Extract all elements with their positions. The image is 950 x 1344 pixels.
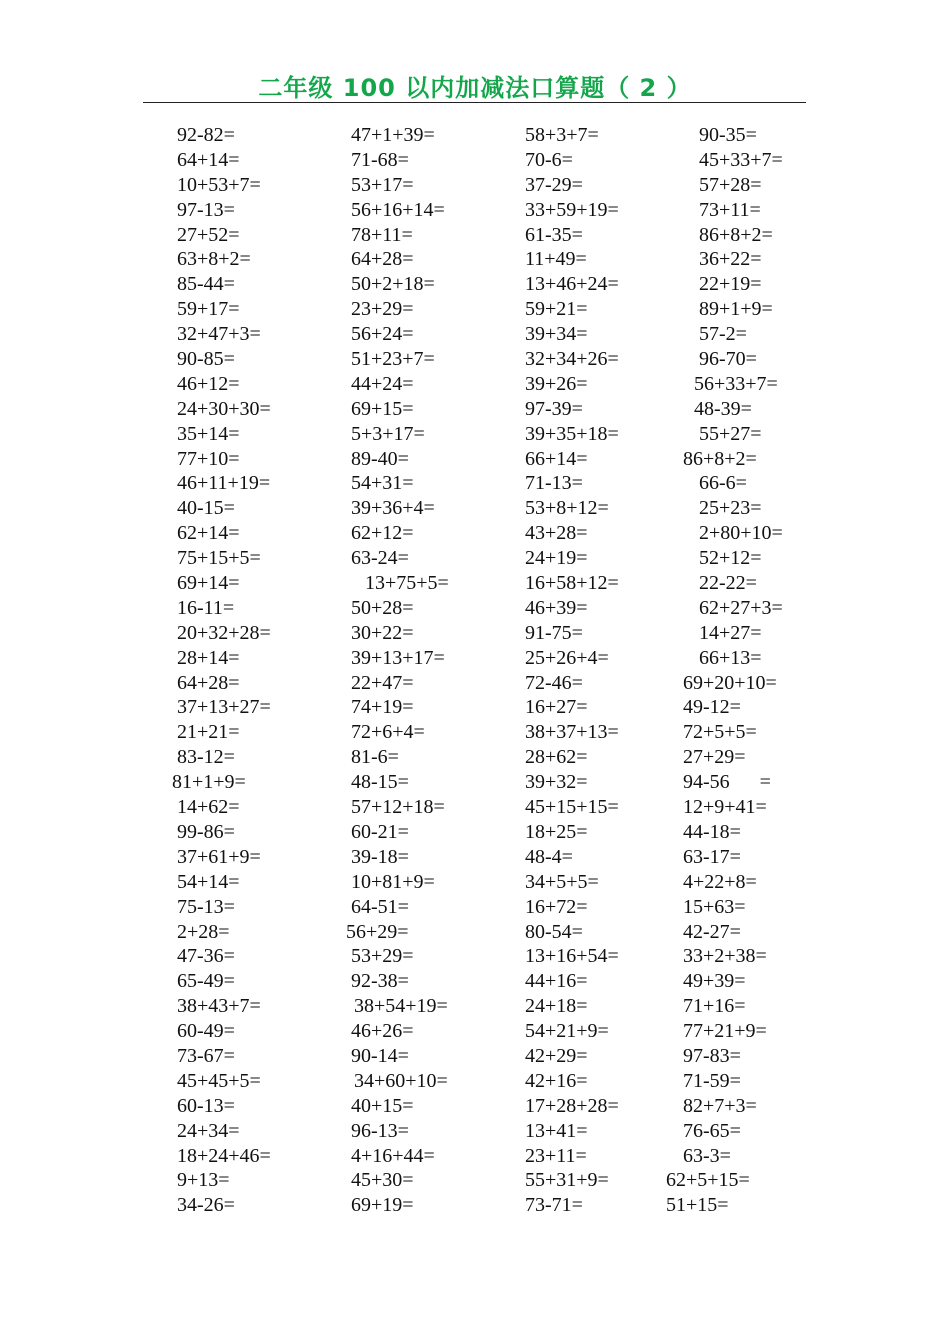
problem-item: 89+1+9= [699,298,773,321]
problem-item: 64+28= [177,671,240,694]
problem-item: 46+26= [351,1020,414,1043]
problem-item: 97-83= [683,1044,741,1067]
problem-item: 66+13= [699,646,762,669]
problem-item: 43+28= [525,522,588,545]
problem-item: 76-65= [683,1119,741,1142]
problem-item: 48-15= [351,771,409,794]
problem-item: 46+39= [525,596,588,619]
problem-item: 13+16+54= [525,945,619,968]
problem-item: 71+16= [683,995,746,1018]
problem-item: 18+25= [525,820,588,843]
problem-item: 59+21= [525,298,588,321]
problem-item: 64+28= [351,248,414,271]
problem-item: 89-40= [351,447,409,470]
problem-item: 90-85= [177,348,235,371]
problem-item: 40-15= [177,497,235,520]
problem-item: 39+26= [525,372,588,395]
problem-item: 50+2+18= [351,273,435,296]
problem-item: 56+16+14= [351,198,445,221]
problem-item: 14+62= [177,796,240,819]
problem-item: 48-39= [694,397,752,420]
problem-item: 14+27= [699,621,762,644]
problem-item: 77+21+9= [683,1020,767,1043]
problem-item: 63+8+2= [177,248,251,271]
problem-item: 16+58+12= [525,572,619,595]
problem-item: 64+14= [177,148,240,171]
problem-item: 60-21= [351,820,409,843]
problem-item: 27+29= [683,746,746,769]
problem-item: 22+47= [351,671,414,694]
problem-item: 13+46+24= [525,273,619,296]
problem-item: 21+21= [177,721,240,744]
problem-item: 69+14= [177,572,240,595]
problem-item: 62+5+15= [666,1169,750,1192]
problem-item: 17+28+28= [525,1094,619,1117]
problem-item: 90-14= [351,1044,409,1067]
problem-item: 59+17= [177,298,240,321]
problem-item: 97-13= [177,198,235,221]
problem-item: 66+14= [525,447,588,470]
problem-item: 50+28= [351,596,414,619]
problem-item: 46+11+19= [177,472,271,495]
problem-item: 60-49= [177,1020,235,1043]
problem-item: 28+14= [177,646,240,669]
problem-item: 11+49= [525,248,587,271]
problem-column-3 [525,123,619,1218]
problem-item: 39+36+4= [351,497,435,520]
problem-item: 73+11= [699,198,761,221]
problem-item: 16+27= [525,696,588,719]
problem-item: 63-17= [683,845,741,868]
problem-item: 23+29= [351,298,414,321]
problem-item: 2+80+10= [699,522,783,545]
problem-item: 47+1+39= [351,124,435,146]
problem-item: 73-67= [177,1044,235,1067]
problem-item: 49-12= [683,696,741,719]
problem-item: 72+5+5= [683,721,757,744]
problem-item: 38+37+13= [525,721,619,744]
problem-item: 53+17= [351,173,414,196]
problem-item: 92-82= [177,124,235,146]
problem-item: 56+33+7= [694,372,778,395]
problem-item: 28+62= [525,746,588,769]
problem-item: 10+53+7= [177,173,261,196]
problem-item: 34+60+10= [354,1069,448,1092]
problem-item: 33+59+19= [525,198,619,221]
problem-item: 32+47+3= [177,323,261,346]
problem-item: 80-54= [525,920,583,943]
problem-item: 54+21+9= [525,1020,609,1043]
problem-item: 62+27+3= [699,596,783,619]
problem-item: 69+20+10= [683,671,777,694]
problem-item: 42+16= [525,1069,588,1092]
problem-item: 42-27= [683,920,741,943]
problem-item: 34+5+5= [525,870,599,893]
problem-item: 13+75+5= [365,572,449,595]
problem-item: 39+35+18= [525,422,619,445]
problem-item: 24+18= [525,995,588,1018]
problem-item: 57+12+18= [351,796,445,819]
problem-item: 4+22+8= [683,870,757,893]
problem-item: 71-59= [683,1069,741,1092]
problem-item: 56+24= [351,323,414,346]
problem-item: 40+15= [351,1094,414,1117]
problem-column-1 [172,123,271,1218]
problem-item: 54+31= [351,472,414,495]
problem-item: 77+10= [177,447,240,470]
problem-item: 49+39= [683,970,746,993]
problem-item: 38+54+19= [354,995,448,1018]
problem-item: 54+14= [177,870,240,893]
problem-item: 48-4= [525,845,573,868]
problem-item: 85-44= [177,273,235,296]
problem-item: 2+28= [177,920,230,943]
problem-item: 39+32= [525,771,588,794]
problem-item: 62+12= [351,522,414,545]
problem-item: 42+29= [525,1044,588,1067]
problem-item: 63-24= [351,547,409,570]
problem-item: 33+2+38= [683,945,767,968]
problem-item: 66-6= [699,472,747,495]
problem-item: 35+14= [177,422,240,445]
problem-item: 91-75= [525,621,583,644]
problem-item: 10+81+9= [351,870,435,893]
problem-item: 32+34+26= [525,348,619,371]
problem-item: 34-26= [177,1194,235,1217]
problem-item: 97-39= [525,397,583,420]
problem-item: 75-13= [177,895,235,918]
problem-item: 45+45+5= [177,1069,261,1092]
problem-item: 47-36= [177,945,235,968]
problem-item: 62+14= [177,522,240,545]
problem-item: 16+72= [525,895,588,918]
problem-item: 22-22= [699,572,757,595]
problem-item: 69+19= [351,1194,414,1217]
problem-item: 27+52= [177,223,240,246]
problem-item: 4+16+44= [351,1144,435,1167]
problem-item: 37+61+9= [177,845,261,868]
problem-item: 45+30= [351,1169,414,1192]
problem-item: 74+19= [351,696,414,719]
problem-item: 16-11= [177,596,235,619]
problem-item: 71-13= [525,472,583,495]
problem-item: 37+13+27= [177,696,271,719]
problem-item: 57-2= [699,323,747,346]
problem-item: 92-38= [351,970,409,993]
problem-item: 22+19= [699,273,762,296]
problem-item: 72-46= [525,671,583,694]
problem-item: 61-35= [525,223,583,246]
problem-item: 39+34= [525,323,588,346]
problem-item: 44-18= [683,820,741,843]
problem-item: 96-70= [699,348,757,371]
problem-item: 78+11= [351,223,413,246]
problem-column-2 [346,123,449,1218]
problem-item: 44+16= [525,970,588,993]
problem-item: 36+22= [699,248,762,271]
problem-item: 75+15+5= [177,547,261,570]
problem-item: 9+13= [177,1169,230,1192]
problem-item: 30+22= [351,621,414,644]
problem-item: 12+9+41= [683,796,767,819]
problem-item: 70-6= [525,148,573,171]
problem-item: 52+12= [699,547,762,570]
problem-item: 39-18= [351,845,409,868]
problem-item: 65-49= [177,970,235,993]
problem-item: 60-13= [177,1094,235,1117]
problem-item: 55+31+9= [525,1169,609,1192]
problem-item: 39+13+17= [351,646,445,669]
problem-item: 64-51= [351,895,409,918]
problem-item: 58+3+7= [525,124,599,146]
problem-item: 72+6+4= [351,721,425,744]
problem-item: 57+28= [699,173,762,196]
problem-item: 82+7+3= [683,1094,757,1117]
problem-item: 45+15+15= [525,796,619,819]
problem-item: 51+15= [666,1194,729,1217]
problem-item: 24+19= [525,547,588,570]
problem-item: 69+15= [351,397,414,420]
problem-item: 38+43+7= [177,995,261,1018]
problem-item: 15+63= [683,895,746,918]
problem-item: 44+24= [351,372,414,395]
problem-item: 53+8+12= [525,497,609,520]
page-title: 二年级 100 以内加减法口算题（ 2 ） [258,74,692,102]
problem-item: 24+34= [177,1119,240,1142]
problem-item: 37-29= [525,173,583,196]
problem-item: 45+33+7= [699,148,783,171]
problem-item: 83-12= [177,746,235,769]
problem-item: 73-71= [525,1194,583,1217]
problem-item: 20+32+28= [177,621,271,644]
problem-item: 5+3+17= [351,422,425,445]
problem-item: 25+26+4= [525,646,609,669]
problem-item: 86+8+2= [699,223,773,246]
problem-item: 56+29= [346,920,409,943]
problem-item: 94-56 = [683,771,771,794]
problem-item: 51+23+7= [351,348,435,371]
problem-item: 55+27= [699,422,762,445]
problem-item: 86+8+2= [683,447,757,470]
problem-item: 71-68= [351,148,409,171]
problem-item: 23+11= [525,1144,587,1167]
problem-item: 81-6= [351,746,399,769]
problem-item: 24+30+30= [177,397,271,420]
problem-item: 53+29= [351,945,414,968]
problem-item: 63-3= [683,1144,731,1167]
problem-item: 13+41= [525,1119,588,1142]
problem-item: 25+23= [699,497,762,520]
problem-column-4 [666,123,783,1218]
problem-item: 18+24+46= [177,1144,271,1167]
title-divider [143,102,806,103]
problem-item: 99-86= [177,820,235,843]
problem-item: 46+12= [177,372,240,395]
problem-item: 90-35= [699,124,757,146]
problem-item: 96-13= [351,1119,409,1142]
problem-item: 81+1+9= [172,771,246,794]
